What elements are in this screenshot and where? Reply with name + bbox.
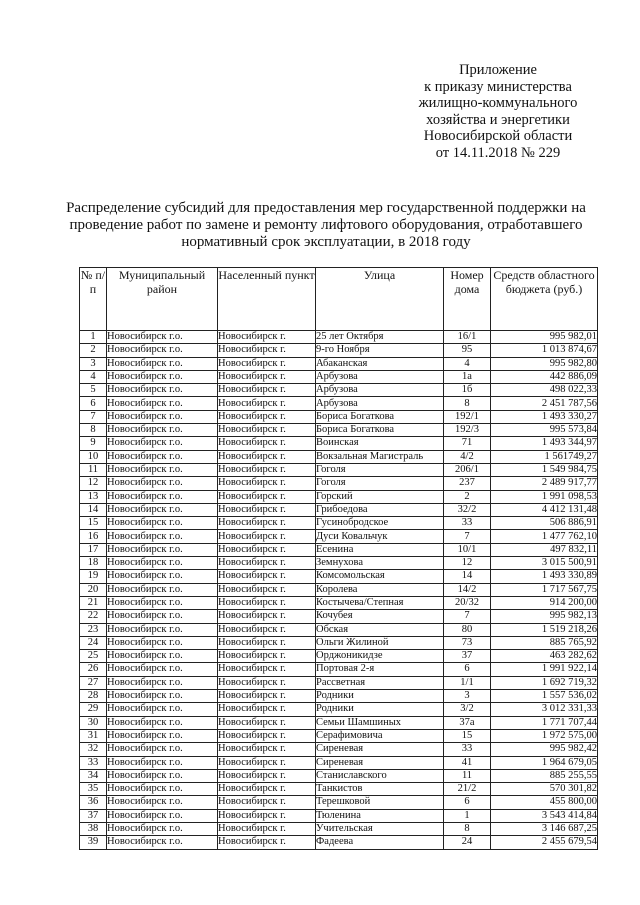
table-row [80,410,598,423]
cell-street: Комсомольская [316,570,444,583]
cell-street: Арбузова [316,384,444,397]
cell-district: Новосибирск г.о. [107,463,218,476]
cell-locality: Новосибирск г. [218,410,316,423]
cell-num: 20 [80,583,107,596]
cell-district: Новосибирск г.о. [107,703,218,716]
cell-street: Арбузова [316,397,444,410]
appendix-line: от 14.11.2018 № 229 [435,144,561,161]
cell-house: 8 [444,822,491,835]
cell-num: 12 [80,477,107,490]
cell-num: 36 [80,796,107,809]
cell-house: 37а [444,716,491,729]
cell-street: Гоголя [316,477,444,490]
cell-locality: Новосибирск г. [218,636,316,649]
cell-house: 3 [444,690,491,703]
cell-street: Серафимовича [316,729,444,742]
cell-district: Новосибирск г.о. [107,796,218,809]
cell-house: 73 [444,636,491,649]
table-row [80,463,598,476]
table-row [80,570,598,583]
cell-num: 19 [80,570,107,583]
cell-house: 15 [444,729,491,742]
cell-district: Новосибирск г.о. [107,716,218,729]
cell-street: Дуси Ковальчук [316,530,444,543]
cell-num: 33 [80,756,107,769]
cell-amount: 2 489 917,77 [491,477,598,490]
cell-house: 24 [444,836,491,849]
table-row [80,822,598,835]
cell-locality: Новосибирск г. [218,344,316,357]
cell-house: 33 [444,743,491,756]
cell-house: 7 [444,530,491,543]
table-row [80,490,598,503]
title-line: нормативный срок эксплуатации, в 2018 году [181,234,471,250]
table-body [80,331,598,850]
cell-locality: Новосибирск г. [218,424,316,437]
appendix-line: Приложение [459,62,537,78]
cell-district: Новосибирск г.о. [107,517,218,530]
cell-district: Новосибирск г.о. [107,610,218,623]
cell-street: Портовая 2-я [316,663,444,676]
cell-house: 1/1 [444,676,491,689]
cell-house: 237 [444,477,491,490]
cell-district: Новосибирск г.о. [107,384,218,397]
header-locality: Населенный пункт [218,268,316,331]
cell-locality: Новосибирск г. [218,543,316,556]
cell-street: Рассветная [316,676,444,689]
cell-district: Новосибирск г.о. [107,450,218,463]
cell-house: 1а [444,370,491,383]
cell-house: 206/1 [444,463,491,476]
cell-amount: 1 561749,27 [491,450,598,463]
cell-street: Гоголя [316,463,444,476]
header-district: Муниципальный район [107,268,218,331]
cell-locality: Новосибирск г. [218,437,316,450]
cell-district: Новосибирск г.о. [107,729,218,742]
cell-amount: 3 015 500,91 [491,557,598,570]
cell-street: Горский [316,490,444,503]
cell-amount: 570 301,82 [491,783,598,796]
cell-locality: Новосибирск г. [218,836,316,849]
table-row [80,370,598,383]
cell-num: 1 [80,331,107,344]
cell-district: Новосибирск г.о. [107,650,218,663]
cell-amount: 1 519 218,26 [491,623,598,636]
cell-street: Танкистов [316,783,444,796]
cell-street: Бориса Богаткова [316,410,444,423]
table-row [80,557,598,570]
cell-amount: 995 982,80 [491,357,598,370]
table-row [80,676,598,689]
cell-district: Новосибирск г.о. [107,822,218,835]
cell-locality: Новосибирск г. [218,517,316,530]
cell-street: Ольги Жилиной [316,636,444,649]
table-row [80,769,598,782]
cell-street: Земнухова [316,557,444,570]
cell-street: Орджоникидзе [316,650,444,663]
cell-district: Новосибирск г.о. [107,437,218,450]
cell-amount: 3 146 687,25 [491,822,598,835]
cell-district: Новосибирск г.о. [107,344,218,357]
cell-street: Учительская [316,822,444,835]
table-row [80,836,598,849]
table-row [80,610,598,623]
table-row [80,623,598,636]
cell-locality: Новосибирск г. [218,769,316,782]
cell-house: 95 [444,344,491,357]
cell-num: 15 [80,517,107,530]
cell-house: 4/2 [444,450,491,463]
cell-house: 37 [444,650,491,663]
table-row [80,796,598,809]
cell-street: 9-го Ноября [316,344,444,357]
cell-house: 6 [444,796,491,809]
cell-street: Вокзальная Магистраль [316,450,444,463]
cell-district: Новосибирск г.о. [107,663,218,676]
cell-num: 34 [80,769,107,782]
cell-locality: Новосибирск г. [218,756,316,769]
cell-locality: Новосибирск г. [218,583,316,596]
cell-house: 192/3 [444,424,491,437]
header-house: Номер дома [444,268,491,331]
cell-house: 41 [444,756,491,769]
cell-num: 11 [80,463,107,476]
cell-locality: Новосибирск г. [218,397,316,410]
cell-amount: 1 964 679,05 [491,756,598,769]
cell-amount: 995 982,01 [491,331,598,344]
cell-num: 6 [80,397,107,410]
cell-house: 7 [444,610,491,623]
table-row [80,743,598,756]
cell-amount: 442 886,09 [491,370,598,383]
cell-num: 5 [80,384,107,397]
cell-district: Новосибирск г.о. [107,410,218,423]
cell-locality: Новосибирск г. [218,463,316,476]
cell-district: Новосибирск г.о. [107,809,218,822]
cell-street: Терешковой [316,796,444,809]
cell-district: Новосибирск г.о. [107,331,218,344]
cell-amount: 1 717 567,75 [491,583,598,596]
table-row [80,331,598,344]
cell-district: Новосибирск г.о. [107,836,218,849]
cell-locality: Новосибирск г. [218,557,316,570]
cell-num: 30 [80,716,107,729]
cell-num: 32 [80,743,107,756]
cell-locality: Новосибирск г. [218,596,316,609]
cell-amount: 3 543 414,84 [491,809,598,822]
cell-amount: 2 451 787,56 [491,397,598,410]
table-row [80,437,598,450]
cell-amount: 995 982,13 [491,610,598,623]
appendix-line: к приказу министерства [424,78,572,95]
cell-house: 80 [444,623,491,636]
cell-street: Тюленина [316,809,444,822]
cell-district: Новосибирск г.о. [107,424,218,437]
cell-amount: 995 573,84 [491,424,598,437]
cell-locality: Новосибирск г. [218,796,316,809]
cell-locality: Новосибирск г. [218,743,316,756]
table-row [80,809,598,822]
cell-street: Есенина [316,543,444,556]
cell-house: 10/1 [444,543,491,556]
table-row [80,450,598,463]
table-row [80,344,598,357]
table-row [80,596,598,609]
cell-amount: 1 972 575,00 [491,729,598,742]
cell-num: 27 [80,676,107,689]
cell-num: 10 [80,450,107,463]
cell-locality: Новосибирск г. [218,676,316,689]
cell-district: Новосибирск г.о. [107,397,218,410]
cell-street: Сиреневая [316,756,444,769]
cell-house: 20/32 [444,596,491,609]
table-row [80,583,598,596]
table-row [80,424,598,437]
cell-house: 6 [444,663,491,676]
table-row [80,703,598,716]
table-row [80,503,598,516]
cell-district: Новосибирск г.о. [107,357,218,370]
cell-locality: Новосибирск г. [218,503,316,516]
cell-house: 4 [444,357,491,370]
cell-num: 7 [80,410,107,423]
cell-num: 29 [80,703,107,716]
cell-district: Новосибирск г.о. [107,557,218,570]
cell-amount: 1 549 984,75 [491,463,598,476]
cell-num: 31 [80,729,107,742]
cell-locality: Новосибирск г. [218,822,316,835]
cell-locality: Новосибирск г. [218,331,316,344]
cell-amount: 1 477 762,10 [491,530,598,543]
cell-district: Новосибирск г.о. [107,370,218,383]
cell-num: 39 [80,836,107,849]
cell-num: 35 [80,783,107,796]
cell-district: Новосибирск г.о. [107,769,218,782]
cell-house: 192/1 [444,410,491,423]
cell-num: 3 [80,357,107,370]
cell-amount: 885 255,55 [491,769,598,782]
table-row [80,690,598,703]
cell-amount: 497 832,11 [491,543,598,556]
cell-locality: Новосибирск г. [218,490,316,503]
cell-locality: Новосибирск г. [218,716,316,729]
cell-district: Новосибирск г.о. [107,543,218,556]
cell-house: 11 [444,769,491,782]
cell-num: 8 [80,424,107,437]
cell-num: 18 [80,557,107,570]
header-amount: Средств областного бюджета (руб.) [491,268,598,331]
cell-house: 33 [444,517,491,530]
table-row [80,716,598,729]
cell-street: Родники [316,690,444,703]
table-row [80,650,598,663]
table-row [80,756,598,769]
cell-num: 13 [80,490,107,503]
cell-locality: Новосибирск г. [218,530,316,543]
table-header-row [80,268,598,331]
table-row [80,384,598,397]
cell-street: Фадеева [316,836,444,849]
cell-district: Новосибирск г.о. [107,503,218,516]
cell-street: Костычева/Степная [316,596,444,609]
cell-house: 2 [444,490,491,503]
cell-amount: 1 771 707,44 [491,716,598,729]
cell-amount: 455 800,00 [491,796,598,809]
cell-house: 8 [444,397,491,410]
cell-house: 71 [444,437,491,450]
cell-amount: 506 886,91 [491,517,598,530]
cell-num: 28 [80,690,107,703]
appendix-line: Новосибирской области [423,128,573,145]
cell-locality: Новосибирск г. [218,477,316,490]
cell-locality: Новосибирск г. [218,690,316,703]
cell-num: 26 [80,663,107,676]
cell-street: Родники [316,703,444,716]
cell-street: Кочубея [316,610,444,623]
cell-num: 21 [80,596,107,609]
table-row [80,517,598,530]
cell-house: 12 [444,557,491,570]
cell-district: Новосибирск г.о. [107,477,218,490]
cell-num: 2 [80,344,107,357]
document-title [52,200,600,251]
cell-house: 14 [444,570,491,583]
cell-street: Абаканская [316,357,444,370]
cell-street: Гусинобродское [316,517,444,530]
cell-house: 16/1 [444,331,491,344]
cell-locality: Новосибирск г. [218,357,316,370]
cell-amount: 1 557 536,02 [491,690,598,703]
cell-locality: Новосибирск г. [218,703,316,716]
cell-house: 32/2 [444,503,491,516]
title-line: Распределение субсидий для предоставления мер государственной поддержки на [66,200,586,216]
cell-district: Новосибирск г.о. [107,623,218,636]
cell-street: Бориса Богаткова [316,424,444,437]
table-row [80,477,598,490]
cell-district: Новосибирск г.о. [107,636,218,649]
cell-amount: 1 493 330,89 [491,570,598,583]
cell-locality: Новосибирск г. [218,783,316,796]
cell-num: 37 [80,809,107,822]
cell-amount: 885 765,92 [491,636,598,649]
cell-house: 3/2 [444,703,491,716]
cell-house: 1б [444,384,491,397]
cell-street: Грибоедова [316,503,444,516]
cell-district: Новосибирск г.о. [107,530,218,543]
cell-locality: Новосибирск г. [218,623,316,636]
cell-amount: 498 022,33 [491,384,598,397]
cell-amount: 4 412 131,48 [491,503,598,516]
cell-house: 21/2 [444,783,491,796]
cell-num: 24 [80,636,107,649]
cell-locality: Новосибирск г. [218,370,316,383]
cell-amount: 1 991 098,53 [491,490,598,503]
cell-district: Новосибирск г.о. [107,596,218,609]
cell-amount: 914 200,00 [491,596,598,609]
cell-locality: Новосибирск г. [218,663,316,676]
cell-district: Новосибирск г.о. [107,583,218,596]
cell-district: Новосибирск г.о. [107,570,218,583]
cell-amount: 1 493 330,27 [491,410,598,423]
cell-district: Новосибирск г.о. [107,783,218,796]
cell-amount: 1 692 719,32 [491,676,598,689]
table-row [80,397,598,410]
cell-locality: Новосибирск г. [218,809,316,822]
table-row [80,783,598,796]
appendix-line: хозяйства и энергетики [426,111,570,128]
header-num: № п/п [80,268,107,331]
cell-street: Воинская [316,437,444,450]
cell-street: 25 лет Октября [316,331,444,344]
cell-num: 25 [80,650,107,663]
cell-locality: Новосибирск г. [218,450,316,463]
cell-num: 17 [80,543,107,556]
cell-num: 23 [80,623,107,636]
cell-num: 14 [80,503,107,516]
header-street: Улица [316,268,444,331]
cell-locality: Новосибирск г. [218,384,316,397]
cell-district: Новосибирск г.о. [107,490,218,503]
cell-district: Новосибирск г.о. [107,676,218,689]
subsidy-table [79,267,598,850]
table-row [80,543,598,556]
cell-locality: Новосибирск г. [218,610,316,623]
table-row [80,729,598,742]
cell-street: Королева [316,583,444,596]
cell-street: Сиреневая [316,743,444,756]
cell-num: 16 [80,530,107,543]
cell-amount: 1 013 874,67 [491,344,598,357]
appendix-line: жилищно-коммунального [418,95,578,112]
cell-amount: 3 012 331,33 [491,703,598,716]
appendix-block [392,62,604,162]
cell-district: Новосибирск г.о. [107,690,218,703]
cell-district: Новосибирск г.о. [107,756,218,769]
cell-street: Обская [316,623,444,636]
cell-street: Станиславского [316,769,444,782]
cell-num: 22 [80,610,107,623]
cell-num: 9 [80,437,107,450]
cell-street: Арбузова [316,370,444,383]
cell-amount: 2 455 679,54 [491,836,598,849]
cell-amount: 995 982,42 [491,743,598,756]
cell-house: 14/2 [444,583,491,596]
cell-locality: Новосибирск г. [218,650,316,663]
cell-amount: 1 493 344,97 [491,437,598,450]
cell-street: Семьи Шамшиных [316,716,444,729]
cell-num: 38 [80,822,107,835]
cell-district: Новосибирск г.о. [107,743,218,756]
table-row [80,636,598,649]
cell-amount: 463 282,62 [491,650,598,663]
cell-num: 4 [80,370,107,383]
cell-amount: 1 991 922,14 [491,663,598,676]
table-row [80,530,598,543]
title-line: проведение работ по замене и ремонту лифтового оборудования, отработавшего [69,217,583,233]
table-row [80,663,598,676]
cell-house: 1 [444,809,491,822]
cell-locality: Новосибирск г. [218,570,316,583]
table-row [80,357,598,370]
cell-locality: Новосибирск г. [218,729,316,742]
